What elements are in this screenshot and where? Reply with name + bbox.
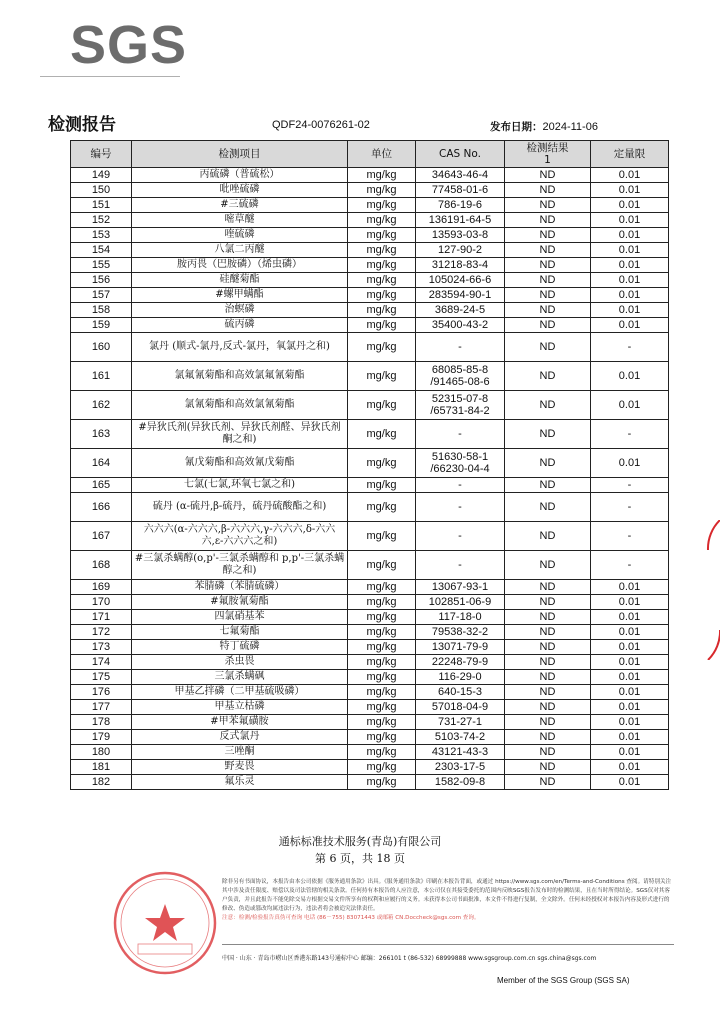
table-row	[71, 640, 669, 655]
table-row	[71, 595, 669, 610]
table-row	[71, 715, 669, 730]
quantitation-limit: 0.01	[591, 685, 669, 700]
unit: mg/kg	[348, 391, 416, 420]
row-number: 180	[71, 745, 132, 760]
logo-underline	[40, 76, 180, 77]
quantitation-limit: 0.01	[591, 213, 669, 228]
cas-number: 117-18-0	[416, 610, 505, 625]
unit: mg/kg	[348, 213, 416, 228]
unit: mg/kg	[348, 730, 416, 745]
row-number: 154	[71, 243, 132, 258]
unit: mg/kg	[348, 685, 416, 700]
company-seal-stamp	[110, 868, 220, 978]
test-item: 治螟磷	[132, 303, 348, 318]
result: ND	[505, 700, 591, 715]
page-indicator: 第 6 页，共 18 页	[315, 852, 405, 865]
sgs-member-line: Member of the SGS Group (SGS SA)	[497, 976, 630, 985]
col-header-no: 编号	[71, 141, 132, 168]
test-item: #螺甲螨酯	[132, 288, 348, 303]
footer-company: 通标标准技术服务(青岛)有限公司	[278, 835, 442, 848]
table-row	[71, 213, 669, 228]
row-number: 177	[71, 700, 132, 715]
test-item: #氟胺氰菊酯	[132, 595, 348, 610]
result: ND	[505, 168, 591, 183]
test-item: 氰戊菊酯和高效氰戊菊酯	[132, 449, 348, 478]
test-item: 喹硫磷	[132, 228, 348, 243]
cas-number: 127-90-2	[416, 243, 505, 258]
row-number: 163	[71, 420, 132, 449]
table-row	[71, 449, 669, 478]
unit: mg/kg	[348, 580, 416, 595]
quantitation-limit: -	[591, 333, 669, 362]
row-number: 161	[71, 362, 132, 391]
unit: mg/kg	[348, 595, 416, 610]
cas-number: 136191-64-5	[416, 213, 505, 228]
row-number: 173	[71, 640, 132, 655]
unit: mg/kg	[348, 493, 416, 522]
result: ND	[505, 610, 591, 625]
row-number: 158	[71, 303, 132, 318]
result: ND	[505, 318, 591, 333]
table-row	[71, 493, 669, 522]
row-number: 174	[71, 655, 132, 670]
cas-number: -	[416, 551, 505, 580]
col-header-item: 检测项目	[132, 141, 348, 168]
unit: mg/kg	[348, 625, 416, 640]
cas-number: 5103-74-2	[416, 730, 505, 745]
test-item: 八氯二丙醚	[132, 243, 348, 258]
cas-number: 79538-32-2	[416, 625, 505, 640]
row-number: 178	[71, 715, 132, 730]
row-number: 175	[71, 670, 132, 685]
test-item: 硅醚菊酯	[132, 273, 348, 288]
result: ND	[505, 595, 591, 610]
col-header-cas: CAS No.	[416, 141, 505, 168]
quantitation-limit: -	[591, 522, 669, 551]
result: ND	[505, 228, 591, 243]
quantitation-limit: 0.01	[591, 318, 669, 333]
result: ND	[505, 730, 591, 745]
disclaimer-text	[222, 878, 674, 923]
result: ND	[505, 655, 591, 670]
test-item: 七氯(七氯,环氧七氯之和)	[132, 478, 348, 493]
result: ND	[505, 685, 591, 700]
col-header-unit: 单位	[348, 141, 416, 168]
row-number: 156	[71, 273, 132, 288]
test-item: 胺丙畏（巴胺磷）（烯虫磷）	[132, 258, 348, 273]
quantitation-limit: 0.01	[591, 183, 669, 198]
quantitation-limit: 0.01	[591, 595, 669, 610]
test-item: #三氯杀螨醇(o,p'-三氯杀螨醇和 p,p'-三氯杀螨醇之和)	[132, 551, 348, 580]
row-number: 153	[71, 228, 132, 243]
cas-number: -	[416, 420, 505, 449]
result: ND	[505, 625, 591, 640]
row-number: 165	[71, 478, 132, 493]
result: ND	[505, 391, 591, 420]
result: ND	[505, 258, 591, 273]
report-number: QDF24-0076261-02	[272, 119, 370, 131]
quantitation-limit: -	[591, 420, 669, 449]
test-item: 丙硫磷（普硫松）	[132, 168, 348, 183]
table-row	[71, 198, 669, 213]
quantitation-limit: 0.01	[591, 670, 669, 685]
test-item: 氯氰菊酯和高效氯氰菊酯	[132, 391, 348, 420]
result: ND	[505, 670, 591, 685]
test-item: #异狄氏剂(异狄氏剂、异狄氏剂醛、异狄氏剂酮之和)	[132, 420, 348, 449]
cas-number: 116-29-0	[416, 670, 505, 685]
result: ND	[505, 493, 591, 522]
table-row	[71, 625, 669, 640]
quantitation-limit: 0.01	[591, 775, 669, 790]
unit: mg/kg	[348, 478, 416, 493]
row-number: 172	[71, 625, 132, 640]
table-row	[71, 183, 669, 198]
result: ND	[505, 243, 591, 258]
table-row	[71, 333, 669, 362]
test-item: 氟乐灵	[132, 775, 348, 790]
unit: mg/kg	[348, 303, 416, 318]
row-number: 182	[71, 775, 132, 790]
row-number: 167	[71, 522, 132, 551]
quantitation-limit: 0.01	[591, 655, 669, 670]
test-item: 三唑酮	[132, 745, 348, 760]
cas-number: 1582-09-8	[416, 775, 505, 790]
result: ND	[505, 213, 591, 228]
table-row	[71, 303, 669, 318]
test-item: 杀虫畏	[132, 655, 348, 670]
quantitation-limit: 0.01	[591, 610, 669, 625]
quantitation-limit: -	[591, 478, 669, 493]
row-number: 164	[71, 449, 132, 478]
test-item: 特丁硫磷	[132, 640, 348, 655]
table-row	[71, 273, 669, 288]
quantitation-limit: 0.01	[591, 198, 669, 213]
table-row	[71, 760, 669, 775]
unit: mg/kg	[348, 318, 416, 333]
row-number: 151	[71, 198, 132, 213]
unit: mg/kg	[348, 198, 416, 213]
test-item: 硫丹 (α-硫丹,β-硫丹，硫丹硫酸酯之和)	[132, 493, 348, 522]
cas-number: 640-15-3	[416, 685, 505, 700]
table-row	[71, 610, 669, 625]
quantitation-limit: 0.01	[591, 625, 669, 640]
test-item: 氯丹 (顺式-氯丹,反式-氯丹，氧氯丹之和)	[132, 333, 348, 362]
table-row	[71, 745, 669, 760]
result: ND	[505, 303, 591, 318]
cas-number: 3689-24-5	[416, 303, 505, 318]
unit: mg/kg	[348, 273, 416, 288]
test-item: #甲苯氟磺胺	[132, 715, 348, 730]
test-item: 七氟菊酯	[132, 625, 348, 640]
cas-number: 57018-04-9	[416, 700, 505, 715]
cas-number: 31218-83-4	[416, 258, 505, 273]
test-item: 吡唑硫磷	[132, 183, 348, 198]
cas-number: 13071-79-9	[416, 640, 505, 655]
row-number: 181	[71, 760, 132, 775]
cas-number: 68085-85-8 /91465-08-6	[416, 362, 505, 391]
cas-number: 34643-46-4	[416, 168, 505, 183]
col-header-result: 检测结果 1	[505, 141, 591, 168]
result: ND	[505, 288, 591, 303]
result: ND	[505, 760, 591, 775]
quantitation-limit: -	[591, 493, 669, 522]
unit: mg/kg	[348, 670, 416, 685]
result: ND	[505, 478, 591, 493]
result: ND	[505, 775, 591, 790]
result: ND	[505, 362, 591, 391]
unit: mg/kg	[348, 655, 416, 670]
quantitation-limit: 0.01	[591, 730, 669, 745]
table-header-row	[71, 141, 669, 168]
table-row	[71, 228, 669, 243]
test-item: 反式氯丹	[132, 730, 348, 745]
quantitation-limit: 0.01	[591, 580, 669, 595]
unit: mg/kg	[348, 420, 416, 449]
test-item: 六六六(α-六六六,β-六六六,γ-六六六,δ-六六六,ε-六六六之和)	[132, 522, 348, 551]
quantitation-limit: 0.01	[591, 288, 669, 303]
row-number: 166	[71, 493, 132, 522]
issue-date-label: 发布日期：	[490, 121, 543, 133]
result: ND	[505, 580, 591, 595]
result: ND	[505, 640, 591, 655]
unit: mg/kg	[348, 333, 416, 362]
result: ND	[505, 273, 591, 288]
result: ND	[505, 715, 591, 730]
table-row	[71, 318, 669, 333]
table-row	[71, 670, 669, 685]
col-header-limit: 定量限	[591, 141, 669, 168]
cas-number: 52315-07-8 /65731-84-2	[416, 391, 505, 420]
results-table	[70, 140, 669, 790]
quantitation-limit: 0.01	[591, 228, 669, 243]
test-item: 硫丙磷	[132, 318, 348, 333]
quantitation-limit: 0.01	[591, 715, 669, 730]
disclaimer-verify: 注意：检测/检验报告真伪可查询 电话 (86－755) 83071443 或邮箱 CN.Doccheck@sgs.com 查询。	[222, 915, 480, 921]
unit: mg/kg	[348, 449, 416, 478]
result: ND	[505, 333, 591, 362]
cas-number: -	[416, 493, 505, 522]
quantitation-limit: 0.01	[591, 449, 669, 478]
quantitation-limit: -	[591, 551, 669, 580]
row-number: 159	[71, 318, 132, 333]
unit: mg/kg	[348, 760, 416, 775]
table-row	[71, 700, 669, 715]
footer-divider	[222, 944, 674, 945]
unit: mg/kg	[348, 362, 416, 391]
unit: mg/kg	[348, 610, 416, 625]
quantitation-limit: 0.01	[591, 391, 669, 420]
cas-number: 102851-06-9	[416, 595, 505, 610]
quantitation-limit: 0.01	[591, 168, 669, 183]
unit: mg/kg	[348, 700, 416, 715]
result: ND	[505, 745, 591, 760]
test-item: 苯腈磷（苯腈硫磷）	[132, 580, 348, 595]
result: ND	[505, 198, 591, 213]
unit: mg/kg	[348, 715, 416, 730]
cas-number: 13067-93-1	[416, 580, 505, 595]
report-title: 检测报告	[48, 115, 116, 135]
logo-text: SGS	[70, 15, 188, 75]
table-row	[71, 730, 669, 745]
table-row	[71, 391, 669, 420]
cas-number: 731-27-1	[416, 715, 505, 730]
test-item: 三氯杀螨砜	[132, 670, 348, 685]
table-row	[71, 258, 669, 273]
cas-number: 13593-03-8	[416, 228, 505, 243]
side-seal-fragment	[706, 520, 720, 660]
unit: mg/kg	[348, 775, 416, 790]
cas-number: 43121-43-3	[416, 745, 505, 760]
cas-number: -	[416, 478, 505, 493]
row-number: 149	[71, 168, 132, 183]
unit: mg/kg	[348, 288, 416, 303]
quantitation-limit: 0.01	[591, 258, 669, 273]
result: ND	[505, 420, 591, 449]
quantitation-limit: 0.01	[591, 640, 669, 655]
quantitation-limit: 0.01	[591, 273, 669, 288]
result: ND	[505, 449, 591, 478]
quantitation-limit: 0.01	[591, 303, 669, 318]
cas-number: 2303-17-5	[416, 760, 505, 775]
table-row	[71, 551, 669, 580]
test-item: 甲基立枯磷	[132, 700, 348, 715]
table-row	[71, 685, 669, 700]
unit: mg/kg	[348, 522, 416, 551]
table-row	[71, 288, 669, 303]
table-row	[71, 522, 669, 551]
cas-number: 105024-66-6	[416, 273, 505, 288]
unit: mg/kg	[348, 551, 416, 580]
test-item: 四氯硝基苯	[132, 610, 348, 625]
cas-number: 77458-01-6	[416, 183, 505, 198]
test-item: #三硫磷	[132, 198, 348, 213]
issue-date-value: 2024-11-06	[542, 121, 598, 133]
result: ND	[505, 183, 591, 198]
row-number: 179	[71, 730, 132, 745]
quantitation-limit: 0.01	[591, 745, 669, 760]
row-number: 150	[71, 183, 132, 198]
cas-number: -	[416, 333, 505, 362]
test-item: 氯氟氰菊酯和高效氯氟氰菊酯	[132, 362, 348, 391]
issue-date	[490, 119, 598, 134]
company-address: 中国 · 山东 · 青岛市崂山区香港东路143号通标中心 邮编：266101 t (86-532) 68999888 www.sgsgroup.com.cn sgs.china@sgs.com	[222, 955, 597, 962]
table-row	[71, 580, 669, 595]
row-number: 162	[71, 391, 132, 420]
table-row	[71, 362, 669, 391]
test-item: 野麦畏	[132, 760, 348, 775]
table-row	[71, 420, 669, 449]
cas-number: 22248-79-9	[416, 655, 505, 670]
row-number: 155	[71, 258, 132, 273]
row-number: 176	[71, 685, 132, 700]
unit: mg/kg	[348, 258, 416, 273]
row-number: 152	[71, 213, 132, 228]
unit: mg/kg	[348, 745, 416, 760]
unit: mg/kg	[348, 168, 416, 183]
unit: mg/kg	[348, 243, 416, 258]
unit: mg/kg	[348, 640, 416, 655]
unit: mg/kg	[348, 183, 416, 198]
cas-number: 35400-43-2	[416, 318, 505, 333]
row-number: 160	[71, 333, 132, 362]
table-row	[71, 775, 669, 790]
table-row	[71, 243, 669, 258]
unit: mg/kg	[348, 228, 416, 243]
row-number: 169	[71, 580, 132, 595]
row-number: 168	[71, 551, 132, 580]
row-number: 170	[71, 595, 132, 610]
result: ND	[505, 522, 591, 551]
cas-number: -	[416, 522, 505, 551]
cas-number: 786-19-6	[416, 198, 505, 213]
quantitation-limit: 0.01	[591, 243, 669, 258]
test-item: 嘧草醚	[132, 213, 348, 228]
quantitation-limit: 0.01	[591, 760, 669, 775]
quantitation-limit: 0.01	[591, 362, 669, 391]
row-number: 157	[71, 288, 132, 303]
test-item: 甲基乙拌磷（二甲基硫吸磷）	[132, 685, 348, 700]
disclaimer-body: 除非另有书面协议，本报告由本公司依据《服务通用条款》出具。《服务通用条款》印刷在本报告背面，或通过 https://www.sgs.com/en/Terms-and-Conditions 查阅。请特别关注其中涉及责任限度、赔偿以及司法管辖的相关条款。任何持有本报告的人应注意，本公司仅在其接受委托的范围内反映SGS报告发布时的检测结果，且在当时所得结论。SGS仅对其客户负责，并且此报告不能免除交易方根据交易文件所享有的权利和应履行的义务。未获得本公司书面批准，本文件不得进行复制，全文除外。任何未经授权对本报告内容及形式进行的修改、伪造或篡改均属违法行为，违法者将会被追究法律责任。	[222, 879, 672, 912]
cas-number: 283594-90-1	[416, 288, 505, 303]
table-row	[71, 478, 669, 493]
result: ND	[505, 551, 591, 580]
table-row	[71, 655, 669, 670]
table-row	[71, 168, 669, 183]
cas-number: 51630-58-1 /66230-04-4	[416, 449, 505, 478]
row-number: 171	[71, 610, 132, 625]
quantitation-limit: 0.01	[591, 700, 669, 715]
